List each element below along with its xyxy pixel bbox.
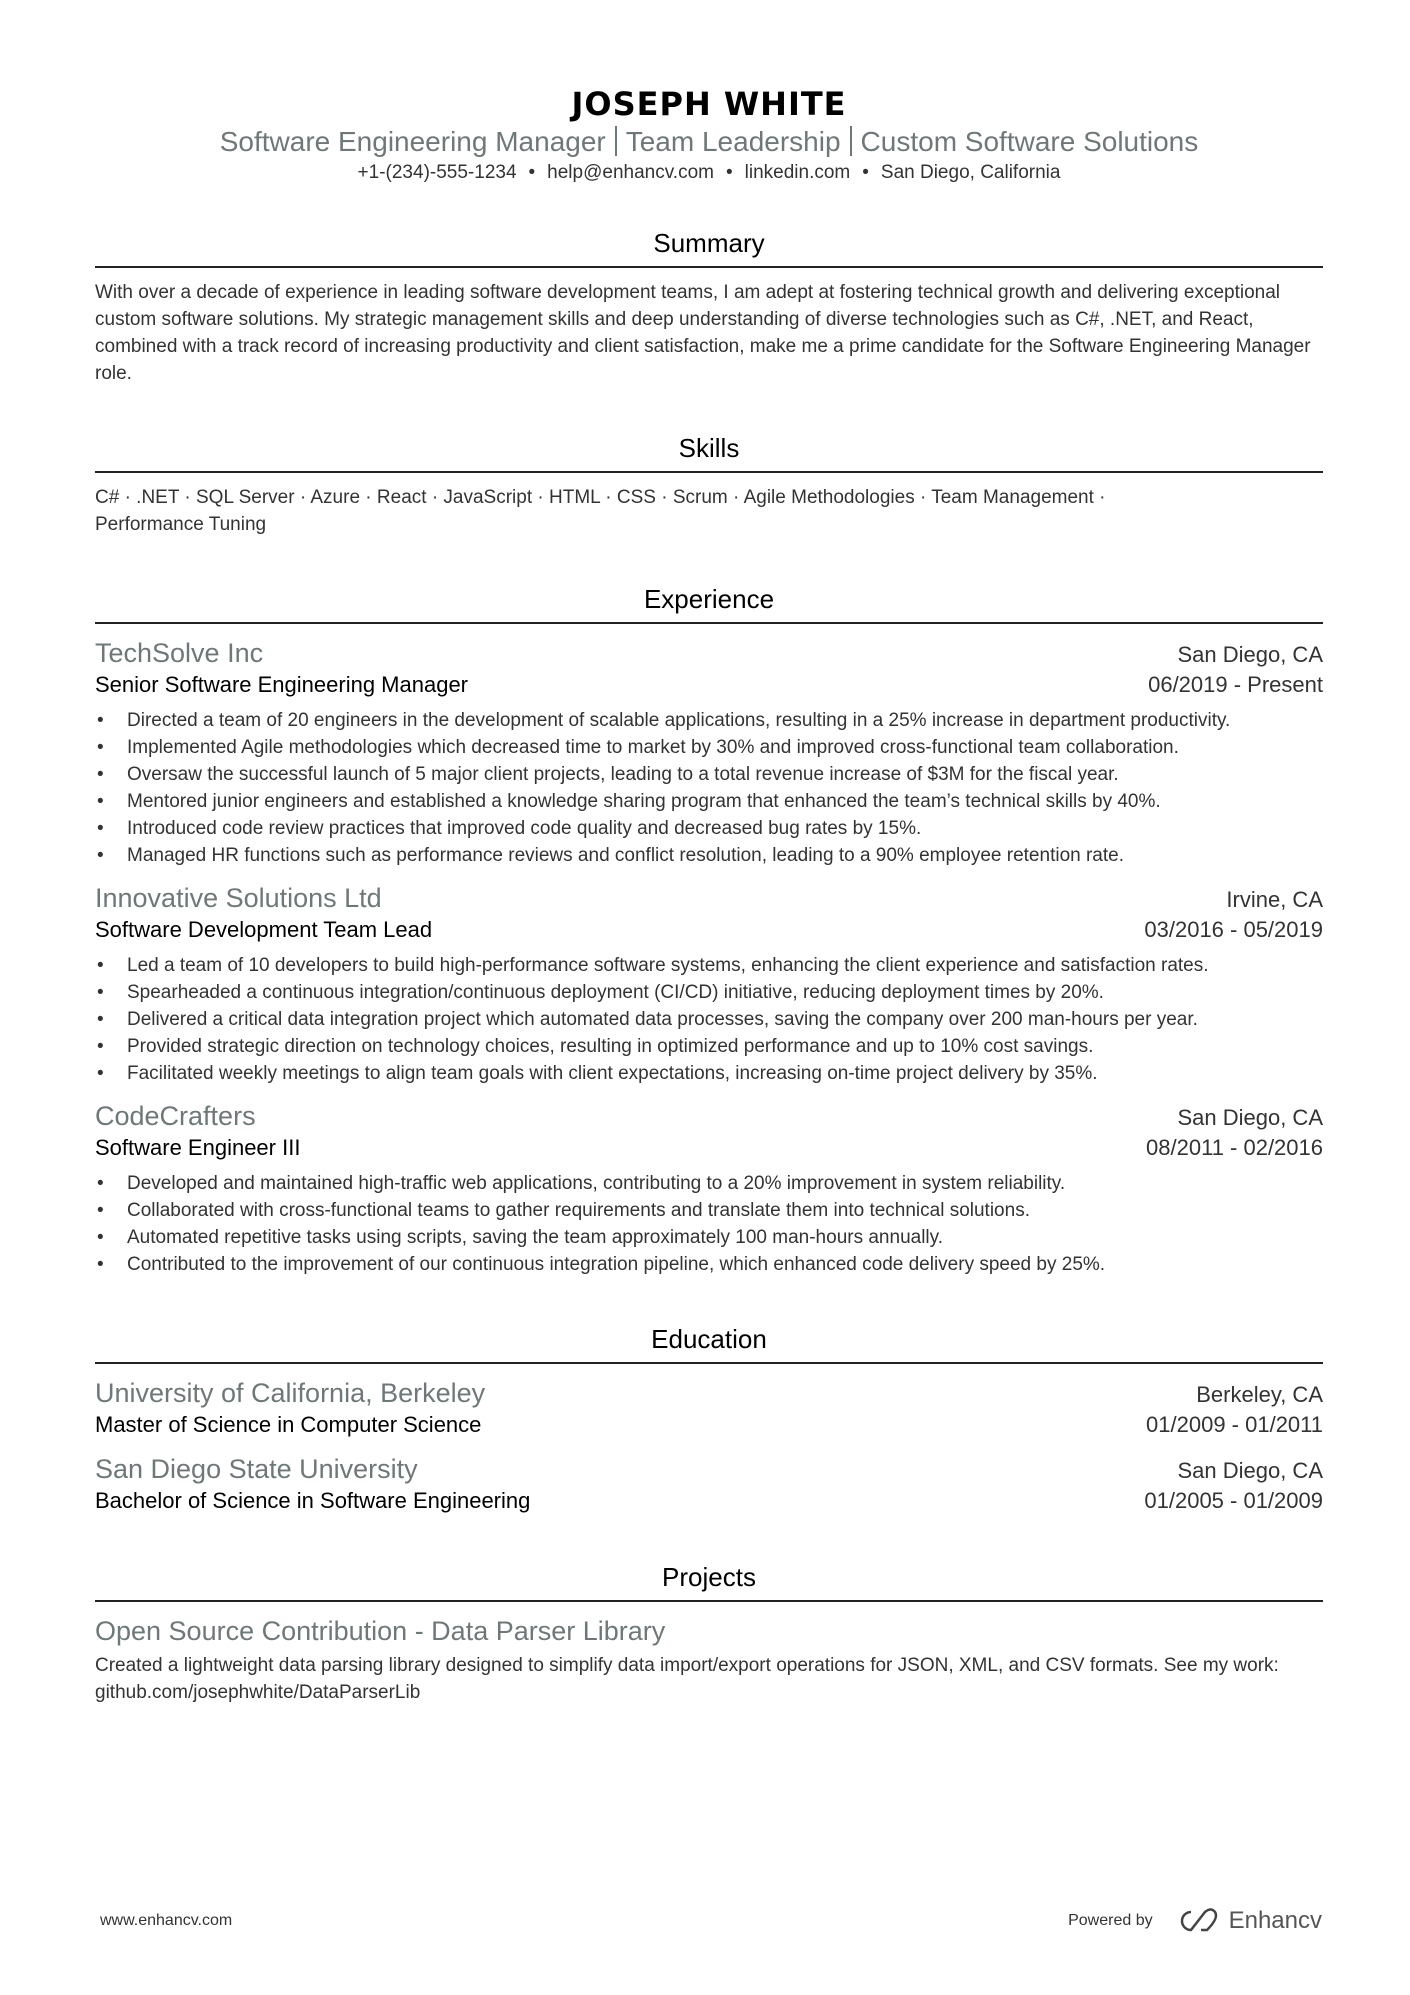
achievement-item: • Mentored junior engineers and established a knowledge sharing program that enhanced the team’s technical skills by 40%. <box>95 788 1323 815</box>
education-section <box>95 1322 1323 1516</box>
linkedin-link[interactable]: linkedin.com <box>744 162 851 183</box>
achievement-item: • Led a team of 10 developers to build high-performance software systems, enhancing the client experience and satisfaction rates. <box>95 952 1323 979</box>
achievement-item: • Developed and maintained high-traffic web applications, contributing to a 20% improvement in system reliability. <box>95 1170 1323 1197</box>
achievement-item: • Provided strategic direction on technology choices, resulting in optimized performance and up to 10% cost savings. <box>95 1033 1323 1060</box>
school-location: Berkeley, CA <box>1196 1382 1323 1407</box>
enhancv-logo <box>1177 1907 1322 1935</box>
headline-title: Software Engineering Manager <box>219 126 606 157</box>
resume-page <box>95 84 1323 1706</box>
achievement-item: • Oversaw the successful launch of 5 major client projects, leading to a total revenue increase of $3M for the fiscal year. <box>95 761 1323 788</box>
headline-title: Team Leadership <box>625 126 841 157</box>
experience-section <box>95 582 1323 1278</box>
website-link[interactable]: www.enhancv.com <box>100 1912 233 1929</box>
company-name: Innovative Solutions Ltd <box>95 883 382 913</box>
summary-text: With over a decade of experience in leading software development teams, I am adept at fostering technical growth and delivering exceptional custom software solutions. My strategic management skills and deep understanding of diverse technologies such as C#, .NET, and React, combined with a track record of increasing productivity and client satisfaction, make me a prime candidate for the Software Engineering Manager role. <box>95 282 1311 384</box>
school-name: University of California, Berkeley <box>95 1378 486 1408</box>
project-description: Created a lightweight data parsing library designed to simplify data import/export operations for JSON, XML, and CSV formats. See my work: github.com/josephwhite/DataParserLib <box>95 1655 1279 1703</box>
job-title: Software Development Team Lead <box>95 917 433 942</box>
experience-entry <box>95 881 1323 1087</box>
job-title: Software Engineer III <box>95 1135 301 1160</box>
achievement-list <box>95 952 1323 1087</box>
achievement-item: • Managed HR functions such as performance reviews and conflict resolution, leading to a 90% employee retention rate. <box>95 842 1323 869</box>
job-title: Senior Software Engineering Manager <box>95 672 469 697</box>
school-name: San Diego State University <box>95 1454 418 1484</box>
email-link[interactable]: help@enhancv.com <box>547 162 714 183</box>
achievement-item: • Directed a team of 20 engineers in the development of scalable applications, resulting in a 25% increase in department productivity. <box>95 707 1323 734</box>
achievement-item: • Facilitated weekly meetings to align team goals with client expectations, increasing on-time project delivery by 35%. <box>95 1060 1323 1087</box>
section-heading: Education <box>95 1322 1323 1364</box>
job-dates: 03/2016 - 05/2019 <box>1144 917 1323 942</box>
project-title: Open Source Contribution - Data Parser Library <box>95 1616 666 1646</box>
degree: Bachelor of Science in Software Engineering <box>95 1488 531 1513</box>
location: San Diego, California <box>880 162 1061 183</box>
powered-by-label: Powered by <box>1068 1912 1153 1929</box>
achievement-list <box>95 707 1323 869</box>
education-entry <box>95 1452 1323 1516</box>
divider <box>615 126 617 156</box>
achievement-item: • Delivered a critical data integration project which automated data processes, saving the company over 200 man-hours per year. <box>95 1006 1323 1033</box>
headline <box>95 124 1323 160</box>
candidate-name: JOSEPH WHITE <box>571 85 847 123</box>
achievement-item: • Introduced code review practices that improved code quality and decreased bug rates by 15%. <box>95 815 1323 842</box>
education-dates: 01/2009 - 01/2011 <box>1146 1412 1323 1437</box>
contact-info: +1-(234)-555-1234 • help@enhancv.com • linkedin.com • San Diego, California <box>357 162 1061 183</box>
job-location: San Diego, CA <box>1177 1105 1323 1130</box>
job-location: San Diego, CA <box>1177 642 1323 667</box>
education-dates: 01/2005 - 01/2009 <box>1144 1488 1323 1513</box>
degree: Master of Science in Computer Science <box>95 1412 482 1437</box>
achievement-list <box>95 1170 1323 1278</box>
section-heading: Experience <box>95 582 1323 624</box>
footer <box>100 1907 1322 1935</box>
experience-entry <box>95 636 1323 869</box>
job-dates: 08/2011 - 02/2016 <box>1146 1135 1323 1160</box>
achievement-item: • Implemented Agile methodologies which decreased time to market by 30% and improved cross-functional team collaboration. <box>95 734 1323 761</box>
job-dates: 06/2019 - Present <box>1148 672 1323 697</box>
experience-entry <box>95 1099 1323 1278</box>
divider <box>850 126 852 156</box>
headline-title: Custom Software Solutions <box>860 126 1199 157</box>
enhancv-logo-icon <box>1177 1908 1221 1934</box>
company-name: TechSolve Inc <box>95 638 264 668</box>
achievement-item: • Automated repetitive tasks using scripts, saving the team approximately 100 man-hours annually. <box>95 1224 1323 1251</box>
job-location: Irvine, CA <box>1226 887 1323 912</box>
project-entry <box>95 1614 1323 1706</box>
achievement-item: • Collaborated with cross-functional teams to gather requirements and translate them into technical solutions. <box>95 1197 1323 1224</box>
section-heading: Projects <box>95 1560 1323 1602</box>
enhancv-wordmark: Enhancv <box>1228 1907 1322 1934</box>
section-heading: Skills <box>95 431 1323 473</box>
achievement-item: • Contributed to the improvement of our continuous integration pipeline, which enhanced code delivery speed by 25%. <box>95 1251 1323 1278</box>
skills-list: C# · .NET · SQL Server · Azure · React · JavaScript · HTML · CSS · Scrum · Agile Methodologies · Team Management · Performance Tuning <box>95 487 1106 535</box>
phone: +1-(234)-555-1234 <box>357 162 517 183</box>
projects-section <box>95 1560 1323 1706</box>
school-location: San Diego, CA <box>1177 1458 1323 1483</box>
powered-by <box>1068 1907 1322 1935</box>
company-name: CodeCrafters <box>95 1101 256 1131</box>
summary-section <box>95 226 1323 387</box>
skills-section <box>95 431 1323 538</box>
education-entry <box>95 1376 1323 1440</box>
achievement-item: • Spearheaded a continuous integration/continuous deployment (CI/CD) initiative, reducing deployment times by 20%. <box>95 979 1323 1006</box>
section-heading: Summary <box>95 226 1323 268</box>
